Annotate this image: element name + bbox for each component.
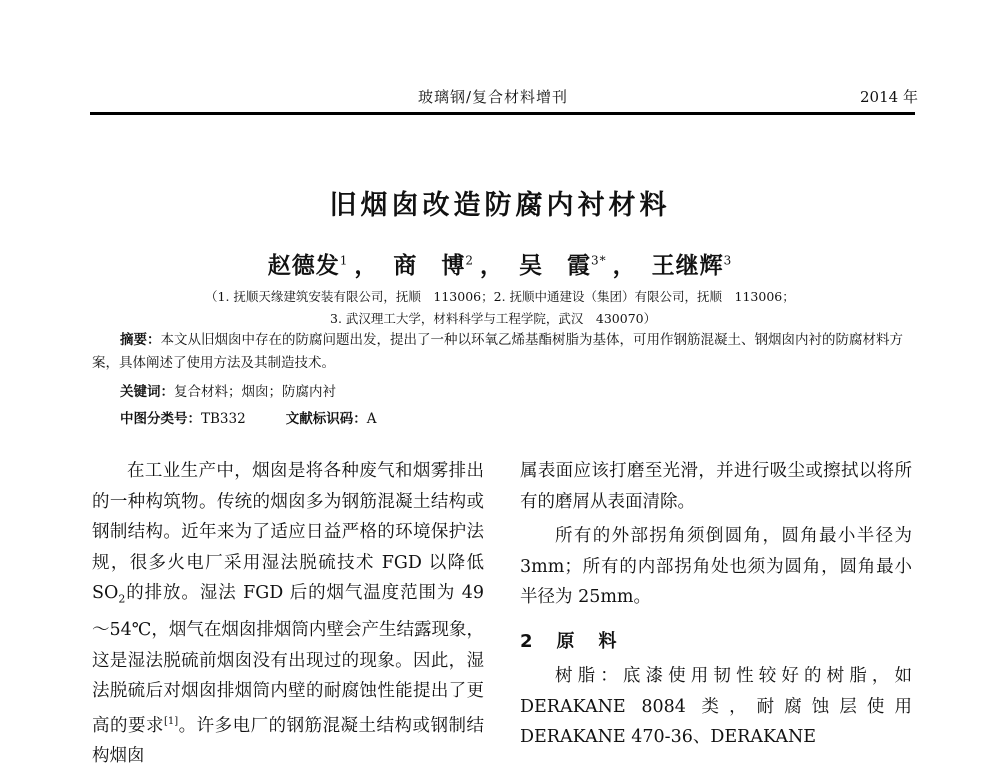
affiliation-line-1: （1. 抚顺天缘建筑安装有限公司，抚顺 113006；2. 抚顺中通建设（集团）有限公司，抚顺 113006； — [205, 289, 795, 304]
author-name: 商 博 — [393, 252, 466, 279]
clc-value: TB332 — [201, 411, 246, 427]
author-affiliation-mark: 3* — [591, 253, 607, 268]
classification — [120, 407, 376, 427]
affiliation-line-2: 3. 武汉理工大学，材料科学与工程学院，武汉 430070） — [330, 311, 657, 326]
body-paragraph: 在工业生产中，烟囱是将各种废气和烟雾排出的一种构筑物。传统的烟囱多为钢筋混凝土结构或钢制结构。近年来为了适应日益严格的环境保护法规，很多火电厂采用湿法脱硫技术 FGD 以降低 $SO_2$的排放。湿法 FGD 后的烟气温度范围为 49～54℃，烟气在烟囱排烟筒内壁会产生结露现象，这是湿法脱硫前烟囱没有出现过的现象。因此，湿法脱硫后对烟囱排烟筒内壁的耐腐蚀性能提出了更高的要求[1]。许多电厂的钢筋混凝土结构或钢制结构烟囱 — [92, 461, 485, 766]
section-heading: 2 原 料 — [520, 630, 620, 652]
abstract-label: 摘要： — [120, 332, 161, 348]
keywords-text: 复合材料；烟囱；防腐内衬 — [174, 384, 336, 400]
clc-label: 中图分类号： — [120, 411, 201, 427]
doc-code-value: A — [366, 411, 377, 427]
author-name: 王继辉 — [651, 252, 724, 279]
body-column-left — [92, 456, 484, 771]
body-paragraph: 属表面应该打磨至光滑，并进行吸尘或擦拭以将所有的磨屑从表面清除。 — [520, 461, 912, 512]
header-rule — [90, 112, 915, 115]
author-name: 吴 霞 — [519, 252, 591, 279]
keywords-label: 关键词： — [120, 384, 174, 400]
body-paragraph: 树脂：底漆使用韧性较好的树脂，如 DERAKANE 8084 类，耐腐蚀层使用 DERAKANE 470-36、DERAKANE — [520, 666, 912, 747]
doc-code-label: 文献标识码： — [285, 411, 367, 427]
running-header-year: 2014 年 — [860, 88, 918, 106]
paper-title: 旧烟囱改造防腐内衬材料 — [329, 190, 671, 221]
keywords — [120, 380, 336, 400]
body-paragraph: 所有的外部拐角须倒圆角，圆角最小半径为 3mm；所有的内部拐角处也须为圆角，圆角最小半径为 25mm。 — [520, 526, 912, 607]
author-affiliation-mark: 3 — [723, 253, 733, 268]
abstract-text: 本文从旧烟囱中存在的防腐问题出发，提出了一种以环氧乙烯基酯树脂为基体，可用作钢筋混凝土、钢烟囱内衬的防腐材料方案，具体阐述了使用方法及其制造技术。 — [92, 332, 903, 371]
body-column-right — [520, 456, 912, 753]
author-list: 赵德发$^1$ ， 商 博$^2$ ， 吴 霞$^{3*}$ ， 王继辉$^3$ — [267, 252, 733, 279]
abstract — [92, 329, 915, 375]
author-affiliation-mark: 1 — [339, 253, 349, 268]
author-affiliation-mark: 2 — [465, 253, 474, 268]
author-name: 赵德发 — [267, 252, 340, 279]
running-header-journal: 玻璃钢/复合材料增刊 — [418, 88, 569, 106]
citation-ref: [1] — [163, 715, 179, 727]
